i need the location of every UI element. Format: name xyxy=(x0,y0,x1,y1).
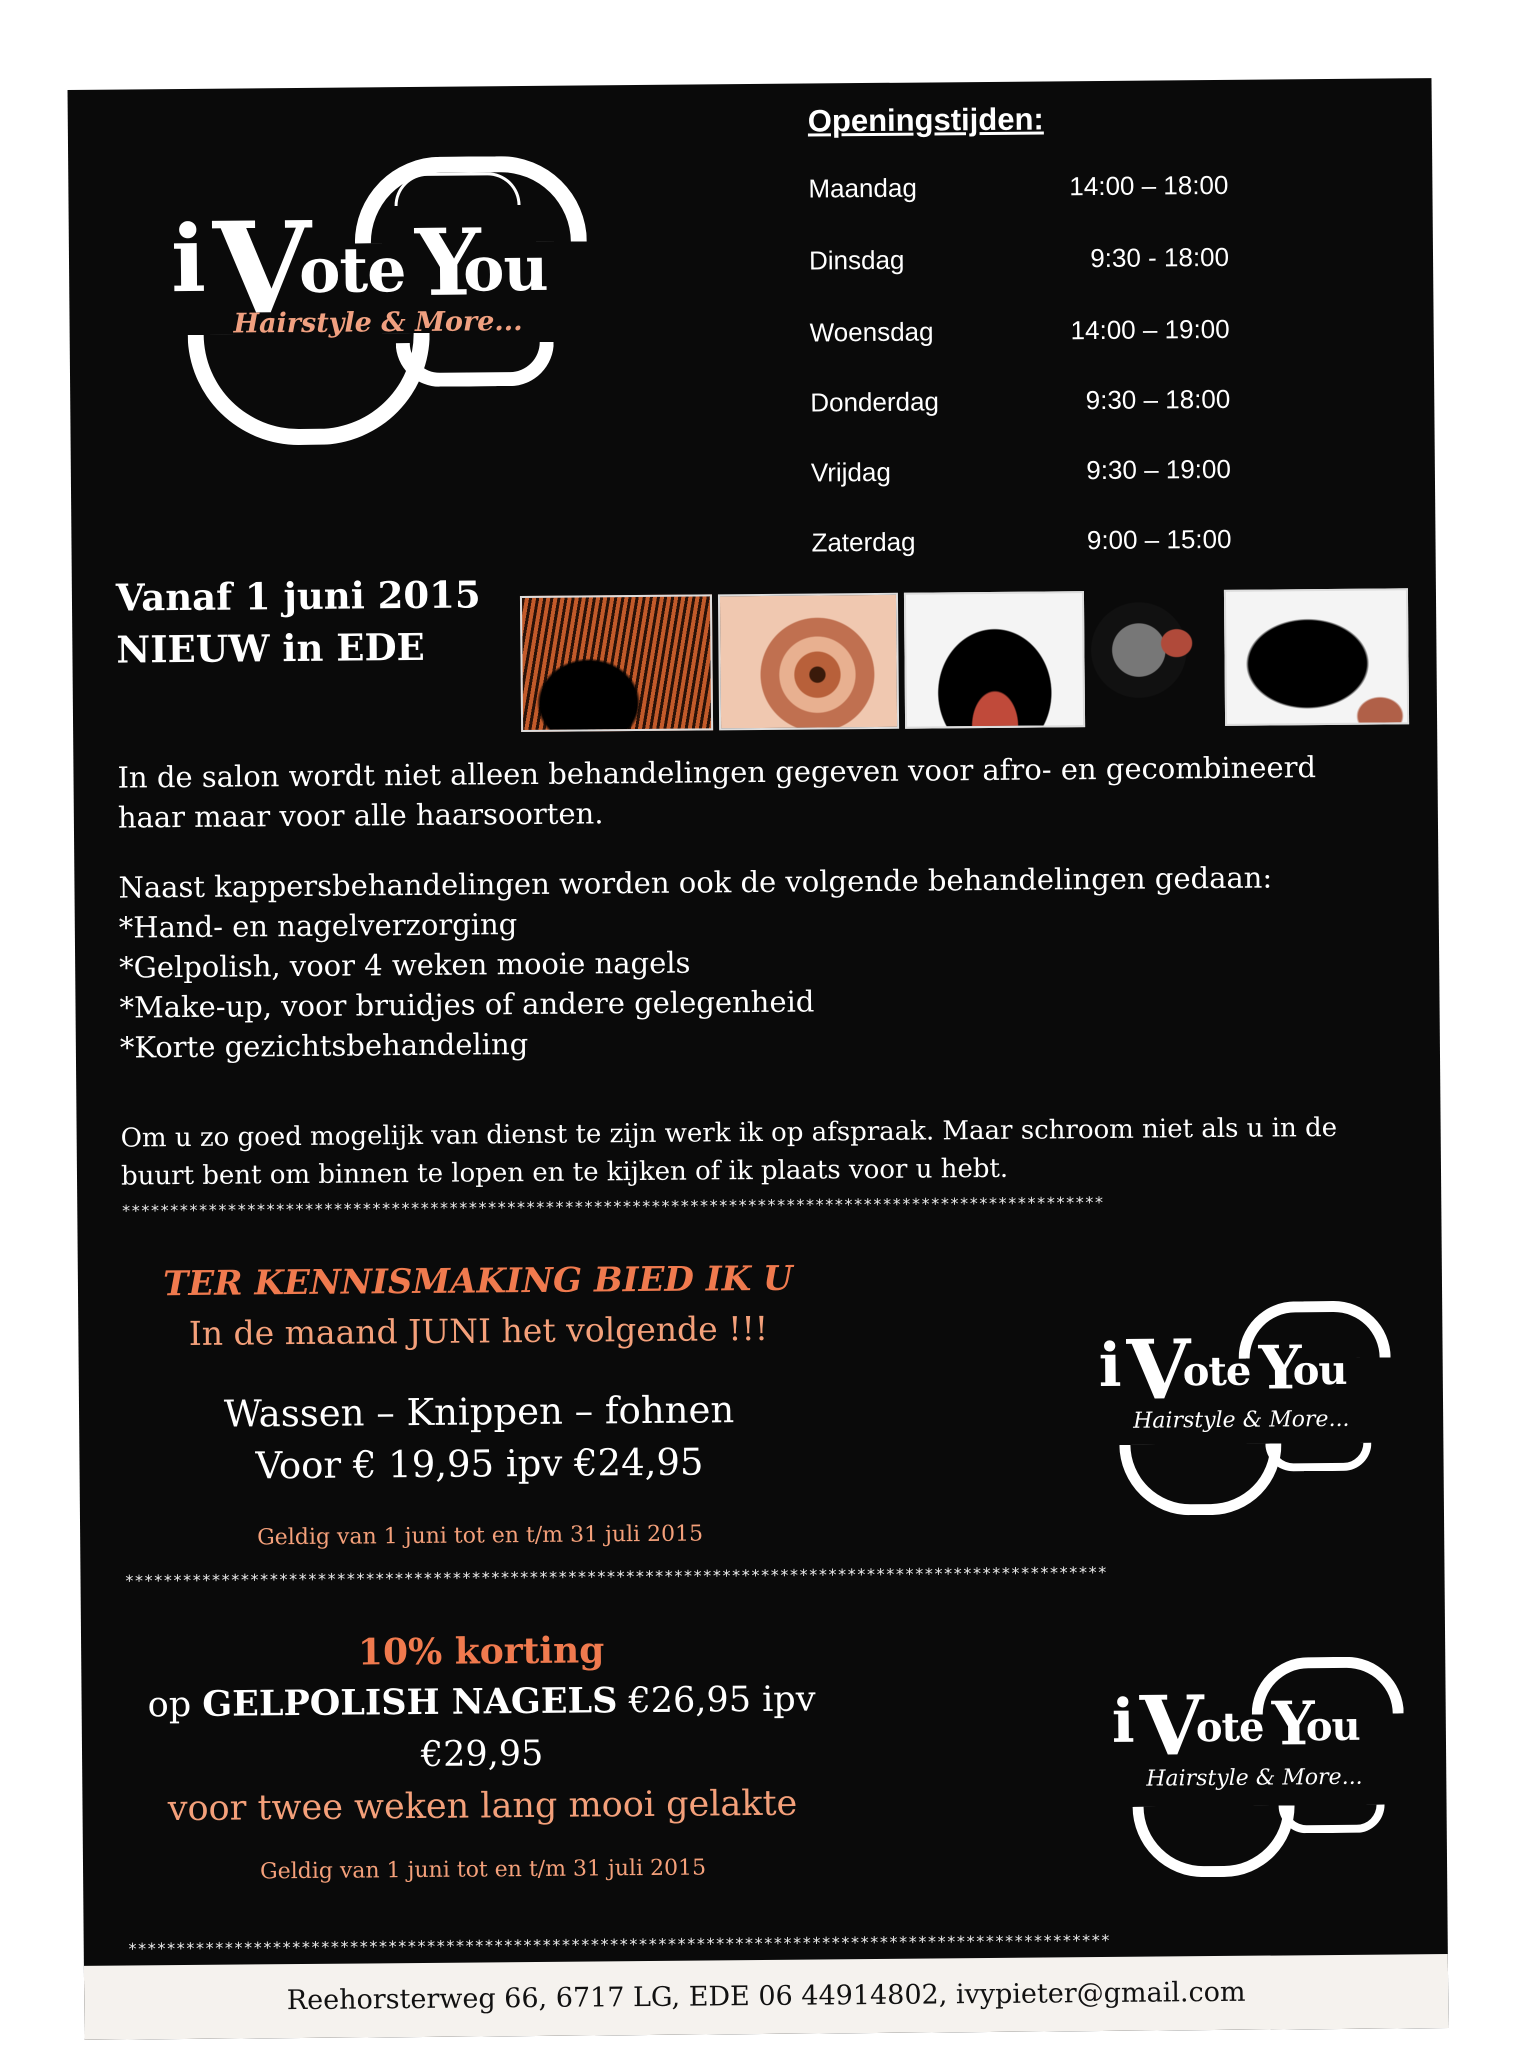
photo-curly-hair xyxy=(1088,590,1215,723)
logo-main xyxy=(126,122,569,446)
offer2-product: GELPOLISH NAGELS xyxy=(202,1680,618,1725)
opening-hours-title: Openingstijden: xyxy=(807,101,1044,139)
offer1-validity: Geldig van 1 juni tot en t/m 31 juli 2015 xyxy=(257,1521,704,1551)
hours-row xyxy=(810,384,1230,428)
hours-day: Zaterdag xyxy=(811,526,916,558)
logo-tagline: Hairstyle & More... xyxy=(1133,1406,1350,1434)
hours-day: Donderdag xyxy=(810,386,940,418)
logo-tagline: Hairstyle & More... xyxy=(233,306,523,340)
service-item: *Make-up, voor bruidjes of andere gelegenheid xyxy=(119,984,815,1025)
hours-time: 9:00 – 15:00 xyxy=(1086,523,1232,556)
opening-hours xyxy=(807,100,1241,558)
hours-day: Dinsdag xyxy=(808,244,905,276)
offer2-price: €26,95 ipv xyxy=(617,1679,816,1722)
offer2-prefix: op xyxy=(147,1684,203,1726)
intro-paragraph: In de salon wordt niet alleen behandelingen gegeven voor afro- en gecombineerd haar maar voor alle haarsoorten. xyxy=(117,750,1317,835)
offer2-line1 xyxy=(121,1673,841,1731)
offer-kennismaking xyxy=(118,1253,841,1559)
service-item: *Korte gezichtsbehandeling xyxy=(119,1027,529,1065)
stars-divider: ****************************************************************************************************** xyxy=(127,1930,1111,1959)
hours-time: 9:30 - 18:00 xyxy=(1090,241,1230,274)
intro-date: Vanaf 1 juni 2015 xyxy=(115,572,481,620)
flyer xyxy=(68,78,1449,2040)
logo-letter-v: V xyxy=(1126,1322,1190,1419)
logo-letter-i: i xyxy=(170,204,206,314)
service-item: *Gelpolish, voor 4 weken mooie nagels xyxy=(119,945,691,985)
logo-letter-y: Y xyxy=(1271,1689,1314,1760)
offer-gelpolish xyxy=(121,1623,843,1893)
hours-row xyxy=(808,170,1228,214)
stars-divider: ****************************************************************************************************** xyxy=(121,1192,1104,1221)
hours-day: Maandag xyxy=(808,172,917,204)
hours-row xyxy=(809,242,1229,286)
logo-letter-v: V xyxy=(212,193,311,343)
offer2-validity: Geldig van 1 juni tot en t/m 31 juli 2015 xyxy=(259,1855,707,1885)
offer2-line2: €29,95 xyxy=(420,1733,544,1775)
appointment-paragraph: Om u zo goed mogelijk van dienst te zijn werk ik op afspraak. Maar schroom niet als u in de buurt bent om binnen te lopen en te kijken of ik plaats voor u hebt. xyxy=(120,1112,1338,1192)
hours-row xyxy=(811,454,1231,498)
service-item: *Hand- en nagelverzorging xyxy=(118,907,518,945)
intro-location: NIEUW in EDE xyxy=(116,624,425,672)
hours-day: Vrijdag xyxy=(810,456,891,488)
offer2-line3: voor twee weken lang mooi gelakte xyxy=(167,1783,798,1830)
hours-day: Woensdag xyxy=(809,316,934,348)
logo-word-ou: ou xyxy=(1305,1702,1360,1751)
photo-strip xyxy=(520,588,1411,736)
photo-hair-closeup xyxy=(520,594,713,732)
logo-word-ote: ote xyxy=(298,233,406,307)
hours-time: 14:00 – 19:00 xyxy=(1070,313,1230,346)
logo-word-ote: ote xyxy=(1195,1703,1264,1752)
hours-time: 14:00 – 18:00 xyxy=(1069,169,1229,202)
services-section xyxy=(118,857,1380,1068)
logo-letter-y: Y xyxy=(414,208,481,317)
offer1-price: Voor € 19,95 ipv €24,95 xyxy=(255,1440,704,1488)
logo-word-ou: ou xyxy=(1292,1346,1347,1395)
offer1-services: Wassen – Knippen – fohnen xyxy=(223,1388,735,1436)
logo-letter-i: i xyxy=(1111,1686,1134,1757)
hours-time: 9:30 – 19:00 xyxy=(1086,453,1231,486)
contact-footer: Reehorsterweg 66, 6717 LG, EDE 06 44914802, ivypieter@gmail.com xyxy=(84,1954,1449,2040)
logo-word-ote: ote xyxy=(1182,1347,1251,1396)
hours-row xyxy=(810,314,1230,358)
logo-offer2 xyxy=(1101,1648,1403,1881)
hours-time: 9:30 – 18:00 xyxy=(1085,383,1231,416)
photo-curly-hair-2 xyxy=(1224,588,1409,726)
photo-afro-silhouette xyxy=(904,591,1085,729)
intro-heading xyxy=(116,568,482,675)
logo-letter-y: Y xyxy=(1258,1333,1301,1404)
logo-tagline: Hairstyle & More... xyxy=(1146,1764,1363,1792)
offer2-title: 10% korting xyxy=(357,1629,605,1674)
logo-offer1 xyxy=(1088,1293,1390,1516)
logo-letter-i: i xyxy=(1098,1330,1121,1402)
offer1-title: TER KENNISMAKING BIED IK U xyxy=(162,1258,793,1305)
photo-hair-swirl xyxy=(718,593,899,731)
stars-divider: ****************************************************************************************************** xyxy=(124,1562,1108,1591)
logo-word-ou: ou xyxy=(462,231,548,306)
offer1-subtitle: In de maand JUNI het volgende !!! xyxy=(188,1308,769,1353)
logo-letter-v: V xyxy=(1139,1678,1203,1775)
services-intro: Naast kappersbehandelingen worden ook de volgende behandelingen gedaan: xyxy=(118,860,1273,905)
hours-row xyxy=(811,524,1231,568)
